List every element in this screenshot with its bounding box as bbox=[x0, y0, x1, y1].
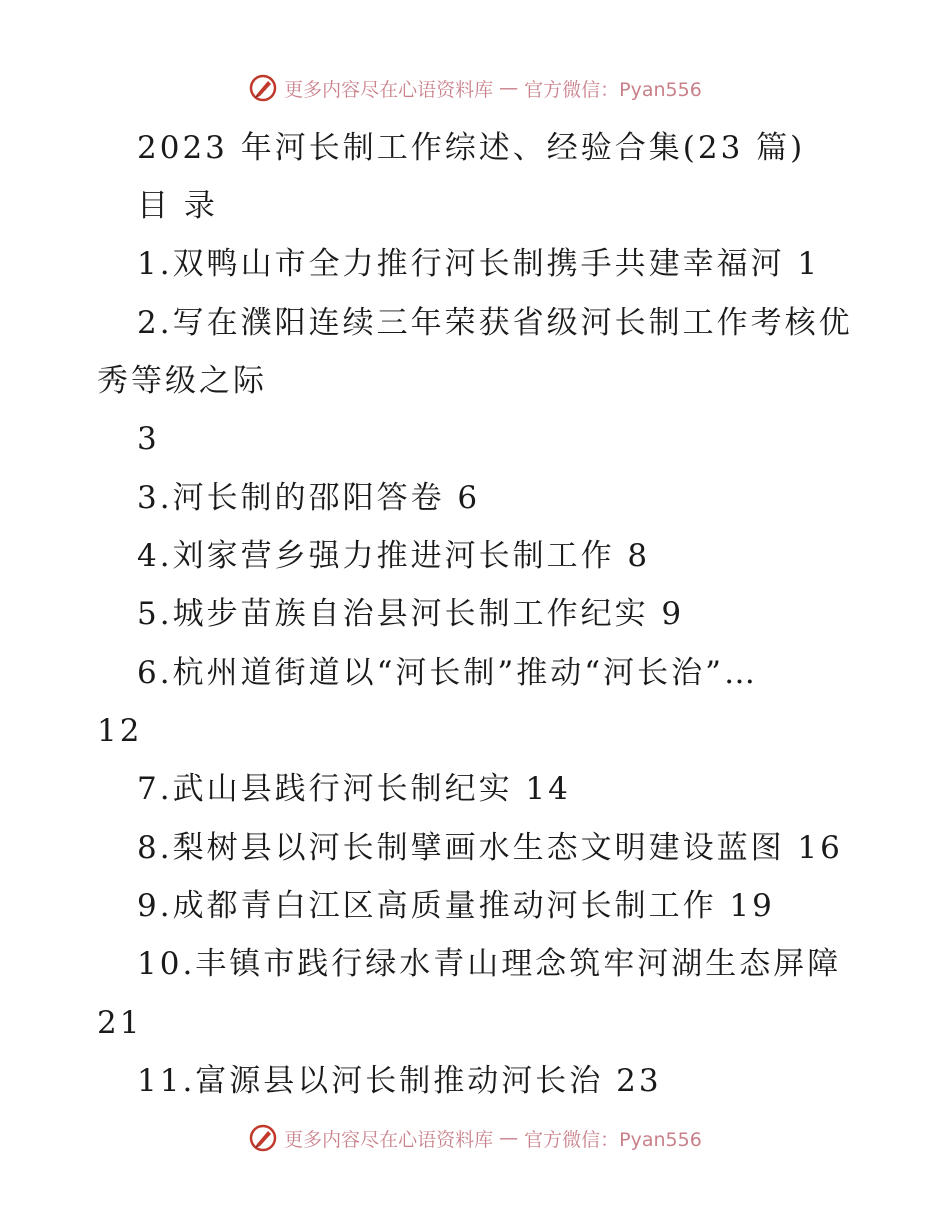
toc-entry: 5.城步苗族自治县河长制工作纪实 9 bbox=[137, 596, 685, 632]
toc-page-number: 3 bbox=[137, 421, 160, 457]
watermark-text: 更多内容尽在心语资料库 bbox=[284, 1128, 494, 1151]
toc-entry: 1.双鸭山市全力推行河长制携手共建幸福河 1 bbox=[137, 246, 821, 282]
toc-entry: 7.武山县践行河长制纪实 14 bbox=[137, 771, 571, 807]
watermark-dash: — bbox=[499, 1127, 519, 1149]
toc-entry: 2.写在濮阳连续三年荣获省级河长制工作考核优 bbox=[137, 305, 853, 341]
toc-heading: 目 录 bbox=[137, 188, 218, 224]
document-title: 2023 年河长制工作综述、经验合集(23 篇) bbox=[137, 130, 806, 166]
footer-watermark bbox=[0, 1123, 950, 1153]
toc-entry-continuation: 秀等级之际 bbox=[97, 363, 267, 399]
watermark-wechat: 官方微信：Pyan556 bbox=[524, 1128, 702, 1151]
watermark-text: 更多内容尽在心语资料库 bbox=[284, 78, 494, 101]
toc-entry: 9.成都青白江区高质量推动河长制工作 19 bbox=[137, 888, 775, 924]
toc-page-number: 21 bbox=[97, 1005, 143, 1041]
pen-logo-icon bbox=[248, 73, 278, 103]
toc-entry: 11.富源县以河长制推动河长治 23 bbox=[137, 1063, 662, 1099]
toc-entry: 6.杭州道街道以“河长制”推动“河长治”… bbox=[137, 655, 758, 691]
watermark-dash: — bbox=[499, 77, 519, 99]
toc-entry: 8.梨树县以河长制擘画水生态文明建设蓝图 16 bbox=[137, 830, 843, 866]
pen-logo-icon bbox=[248, 1123, 278, 1153]
watermark-wechat: 官方微信：Pyan556 bbox=[524, 78, 702, 101]
header-watermark bbox=[0, 73, 950, 103]
toc-page-number: 12 bbox=[97, 713, 143, 749]
toc-entry: 10.丰镇市践行绿水青山理念筑牢河湖生态屏障 bbox=[137, 946, 842, 982]
toc-entry: 4.刘家营乡强力推进河长制工作 8 bbox=[137, 538, 651, 574]
toc-entry: 3.河长制的邵阳答卷 6 bbox=[137, 480, 481, 516]
